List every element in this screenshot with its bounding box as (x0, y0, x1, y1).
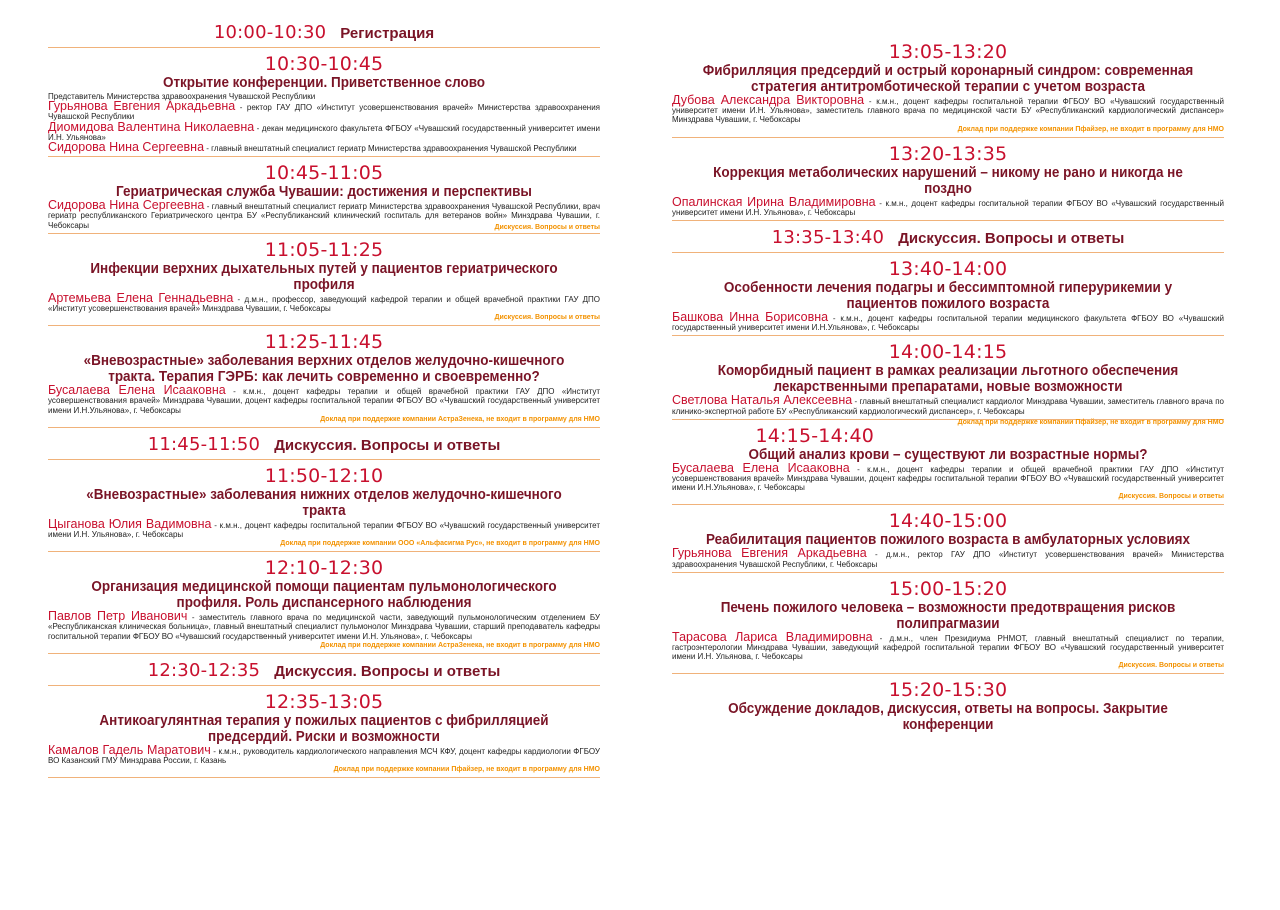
session-title: Общий анализ крови – существуют ли возрастные нормы? (748, 446, 1148, 463)
session-time: 10:30-10:45 (264, 53, 384, 75)
program-session (48, 660, 600, 686)
speaker-entry (48, 742, 601, 766)
session-title: Коморбидный пациент в рамках реализации льготного обеспечения лекарственными препаратами, новые возможности (717, 363, 1179, 396)
speaker-name: Цыганова Юлия Вадимовна (48, 516, 212, 531)
speaker-description: - декан медицинского факультета ФГБОУ «Чувашский государственный университет имени И.Н. Ульянова» (48, 123, 600, 142)
speaker-name: Башкова Инна Борисовна (672, 310, 829, 325)
session-time: 12:10-12:30 (264, 557, 384, 580)
session-time: 11:05-11:25 (264, 238, 384, 261)
program-session (672, 511, 1224, 572)
session-title: Дискуссия. Вопросы и ответы (898, 230, 1125, 248)
session-time: 10:00-10:30 (213, 22, 327, 43)
program-session (48, 22, 600, 48)
program-session (48, 558, 600, 654)
session-title: Антикоагулянтная терапия у пожилых пациентов с фибрилляцией предсердий. Риски и возможности (99, 712, 549, 745)
session-title: Печень пожилого человека – возможности предотвращения рисков полипрагмазии (720, 599, 1176, 632)
session-note: Дискуссия. Вопросы и ответы (1118, 662, 1224, 670)
speaker-entry (672, 93, 1224, 125)
program-session (48, 163, 600, 234)
program-session (48, 434, 600, 460)
speaker-description: - главный внештатный специалист гериатр Министерства здравоохранения Чувашской Республики, врач гериатр республиканского Гериатрического центра БУ «Республиканский клинический госпиталь для ветеранов войн» Минздрава Чувашии, г. Чебоксары (48, 202, 600, 230)
program-session (672, 426, 1224, 506)
session-representative: Представитель Министерства здравоохранения Чувашской Республики (48, 92, 316, 101)
speaker-description: - к.м.н., руководитель кардиологического направления МСЧ КФУ, доцент кафедры кардиологии ФГБОУ ВО Казанский ГМУ Минздрава России, г. Казань (48, 746, 601, 766)
session-time: 15:00-15:20 (888, 577, 1008, 600)
session-note: Доклад при поддержке компании Пфайзер, не входит в программу для НМО (333, 766, 600, 774)
session-note: Доклад при поддержке компании АстраЗенека, не входит в программу для НМО (320, 415, 600, 423)
speaker-description: - к.м.н., доцент кафедры госпитальной терапии медицинского факультета ФГБОУ ВО «Чувашский государственный университет имени И.Н.Ульянова», г. Чебоксары (672, 314, 1225, 333)
session-note: Дискуссия. Вопросы и ответы (494, 223, 600, 231)
speaker-entry (672, 629, 1224, 662)
session-title: Регистрация (340, 25, 435, 42)
session-title: Гериатрическая служба Чувашии: достижения и перспективы (116, 184, 532, 201)
speaker-description: - ректор ГАУ ДПО «Институт усовершенствования врачей» Министерства здравоохранения Чувашской Республики (48, 103, 601, 122)
session-title: Коррекция метаболических нарушений – никому не рано и никогда не поздно (713, 164, 1183, 197)
session-time: 13:40-14:00 (888, 258, 1008, 281)
program-session (672, 42, 1224, 138)
program-session (672, 680, 1224, 737)
session-time: 14:15-14:40 (755, 424, 875, 447)
program-session (672, 144, 1224, 221)
speaker-entry (672, 393, 1224, 426)
session-note: Дискуссия. Вопросы и ответы (1118, 493, 1224, 501)
session-time: 14:00-14:15 (888, 341, 1008, 364)
speaker-description: - к.м.н., доцент кафедры терапии и общей врачебной практики ГАУ ДПО «Институт усовершенствования врачей» Минздрава Чувашии, доцент кафедры госпитальной терапии ФГБОУ ВО «Чувашский государственный университет имени И.Н.Ульянова», г. Чебоксары (48, 387, 601, 415)
speaker-description: - д.м.н., член Президиума РНМОТ, главный внештатный специалист по терапии, гастроэнтерологии Минздрава Чувашии, заведующий кафедрой госпитальной терапии ФГБОУ ВО «Чувашский государственный университет имени И.Н. Ульянова, г. Чебоксары (672, 633, 1224, 662)
session-time: 13:35-13:40 (771, 227, 885, 249)
speaker-description: - заместитель главного врача по медицинской части, заведующий пульмонологическим отделением БУ «Республиканская клиническая больница», главный внештатный специалист пульмонолог Минздрава Чувашии, старший преподаватель кафедры госпитальной терапии ФГБОУ ВО «Чувашский государственный университет имени И.Н. Ульянова», г. Чебоксары (48, 613, 600, 641)
speaker-name: Сидорова Нина Сергеевна (48, 198, 205, 213)
speaker-name: Артемьева Елена Геннадьевна (48, 290, 234, 305)
speaker-entry (48, 609, 600, 641)
program-session (48, 692, 600, 778)
session-time: 11:45-11:50 (147, 433, 261, 455)
session-time: 14:40-15:00 (888, 510, 1008, 533)
speaker-name: Гурьянова Евгения Аркадьевна (48, 99, 236, 114)
session-title: Особенности лечения подагры и бессимптомной гиперурикемии у пациентов пожилого возраста (723, 280, 1173, 313)
speaker-name: Опалинская Ирина Владимировна (672, 194, 876, 209)
speaker-entry (672, 194, 1224, 217)
session-time: 11:25-11:45 (264, 331, 384, 354)
speaker-name: Камалов Гадель Маратович (48, 742, 211, 757)
speaker-entry (48, 140, 600, 155)
speaker-name: Диомидова Валентина Николаевна (48, 119, 255, 134)
session-title: Инфекции верхних дыхательных путей у пациентов гериатрического профиля (90, 260, 558, 293)
speaker-entry (48, 516, 600, 540)
session-title: Реабилитация пациентов пожилого возраста в амбулаторных условиях (705, 532, 1190, 549)
speaker-description: - к.м.н., доцент кафедры терапии и общей врачебной практики ГАУ ДПО «Институт усовершенствования врачей» Минздрава Чувашии, доцент кафедры госпитальной терапии ФГБОУ ВО «Чувашский государственный университет имени И.Н.Ульянова», г. Чебоксары (672, 464, 1225, 493)
speaker-description: - д.м.н., ректор ГАУ ДПО «Институт усовершенствования врачей» Министерства здравоохранения Чувашской Республики, г. Чебоксары (672, 550, 1224, 569)
speaker-description: - главный внештатный специалист гериатр Министерства здравоохранения Чувашской Республики (204, 144, 577, 154)
speaker-entry (48, 383, 601, 415)
program-session (672, 579, 1224, 675)
session-time: 12:35-13:05 (264, 690, 384, 713)
program-session (672, 341, 1224, 426)
program-session (672, 227, 1224, 253)
speaker-description: - к.м.н., доцент кафедры госпитальной терапии ФГБОУ ВО «Чувашский государственный университет имени И.Н. Ульянова», г. Чебоксары (672, 198, 1224, 217)
speaker-name: Тарасова Лариса Владимировна (672, 629, 873, 644)
speaker-name: Павлов Петр Иванович (48, 609, 188, 624)
program-session (48, 466, 600, 552)
program-session (48, 240, 600, 326)
session-title: Фибрилляция предсердий и острый коронарный синдром: современная стратегия антитромботической терапии с учетом возраста (702, 63, 1194, 95)
session-time: 13:05-13:20 (888, 41, 1008, 63)
session-time: 15:20-15:30 (888, 679, 1008, 702)
speaker-description: - главный внештатный специалист кардиолог Минздрава Чувашии, заместитель главного врача по клинико-экспертной работе БУ «Республиканский кардиологический диспансер», г. Чебоксары (672, 397, 1224, 416)
speaker-name: Дубова Александра Викторовна (672, 93, 865, 107)
speaker-name: Светлова Наталья Алексеевна (672, 393, 853, 408)
session-title: Обсуждение докладов, дискуссия, ответы на вопросы. Закрытие конференции (728, 701, 1168, 734)
program-session (48, 332, 600, 428)
speaker-entry (48, 198, 600, 231)
session-note: Доклад при поддержке компании АстраЗенека, не входит в программу для НМО (320, 641, 600, 649)
session-time: 11:50-12:10 (264, 464, 384, 487)
speaker-description: - к.м.н., доцент кафедры госпитальной терапии ФГБОУ ВО «Чувашский государственный университет имени И.Н. Ульянова», г. Чебоксары (48, 520, 600, 540)
program-session (48, 54, 600, 157)
session-note: Доклад при поддержке компании Пфайзер, не входит в программу для НМО (957, 418, 1224, 426)
session-title: Открытие конференции. Приветственное слово (162, 75, 486, 91)
speaker-entry (672, 460, 1225, 493)
program-left-column (48, 22, 600, 784)
session-title: «Вневозрастные» заболевания верхних отделов желудочно-кишечного тракта. Терапия ГЭРБ: как лечить современно и своевременно? (83, 353, 565, 386)
session-title: «Вневозрастные» заболевания нижних отделов желудочно-кишечного тракта (86, 486, 562, 519)
session-time: 12:30-12:35 (147, 659, 261, 681)
session-note: Дискуссия. Вопросы и ответы (494, 314, 600, 322)
program-session (672, 259, 1224, 336)
speaker-entry (672, 546, 1224, 569)
session-note: Доклад при поддержке компании ООО «Альфасигма Рус», не входит в программу для НМО (280, 540, 600, 548)
session-time: 10:45-11:05 (264, 162, 384, 185)
session-note: Доклад при поддержке компании Пфайзер, не входит в программу для НМО (957, 125, 1224, 133)
speaker-name: Бусалаева Елена Исааковна (672, 460, 850, 475)
speaker-entry (672, 310, 1225, 333)
session-title: Дискуссия. Вопросы и ответы (274, 436, 501, 454)
speaker-entry (48, 290, 601, 314)
speaker-description: - д.м.н., профессор, заведующий кафедрой терапии и общей врачебной практики ГАУ ДПО «Институт усовершенствования врачей» Минздрава Чувашии, г. Чебоксары (48, 294, 601, 314)
session-title: Организация медицинской помощи пациентам пульмонологического профиля. Роль диспансерного наблюдения (91, 579, 557, 612)
speaker-name: Бусалаева Елена Исааковна (48, 383, 226, 398)
speaker-description: - к.м.н., доцент кафедры госпитальной терапии ФГБОУ ВО «Чувашский государственный университет имени И.Н. Ульянова», заместитель главного врача по медицинской части БУ «Республиканский кардиологический диспансер» Минздрава Чувашии, г. Чебоксары (672, 97, 1224, 125)
speaker-name: Гурьянова Евгения Аркадьевна (672, 546, 867, 561)
speaker-name: Сидорова Нина Сергеевна (48, 140, 205, 155)
session-title: Дискуссия. Вопросы и ответы (274, 662, 501, 680)
session-time: 13:20-13:35 (888, 142, 1008, 165)
program-right-column (672, 42, 1224, 743)
